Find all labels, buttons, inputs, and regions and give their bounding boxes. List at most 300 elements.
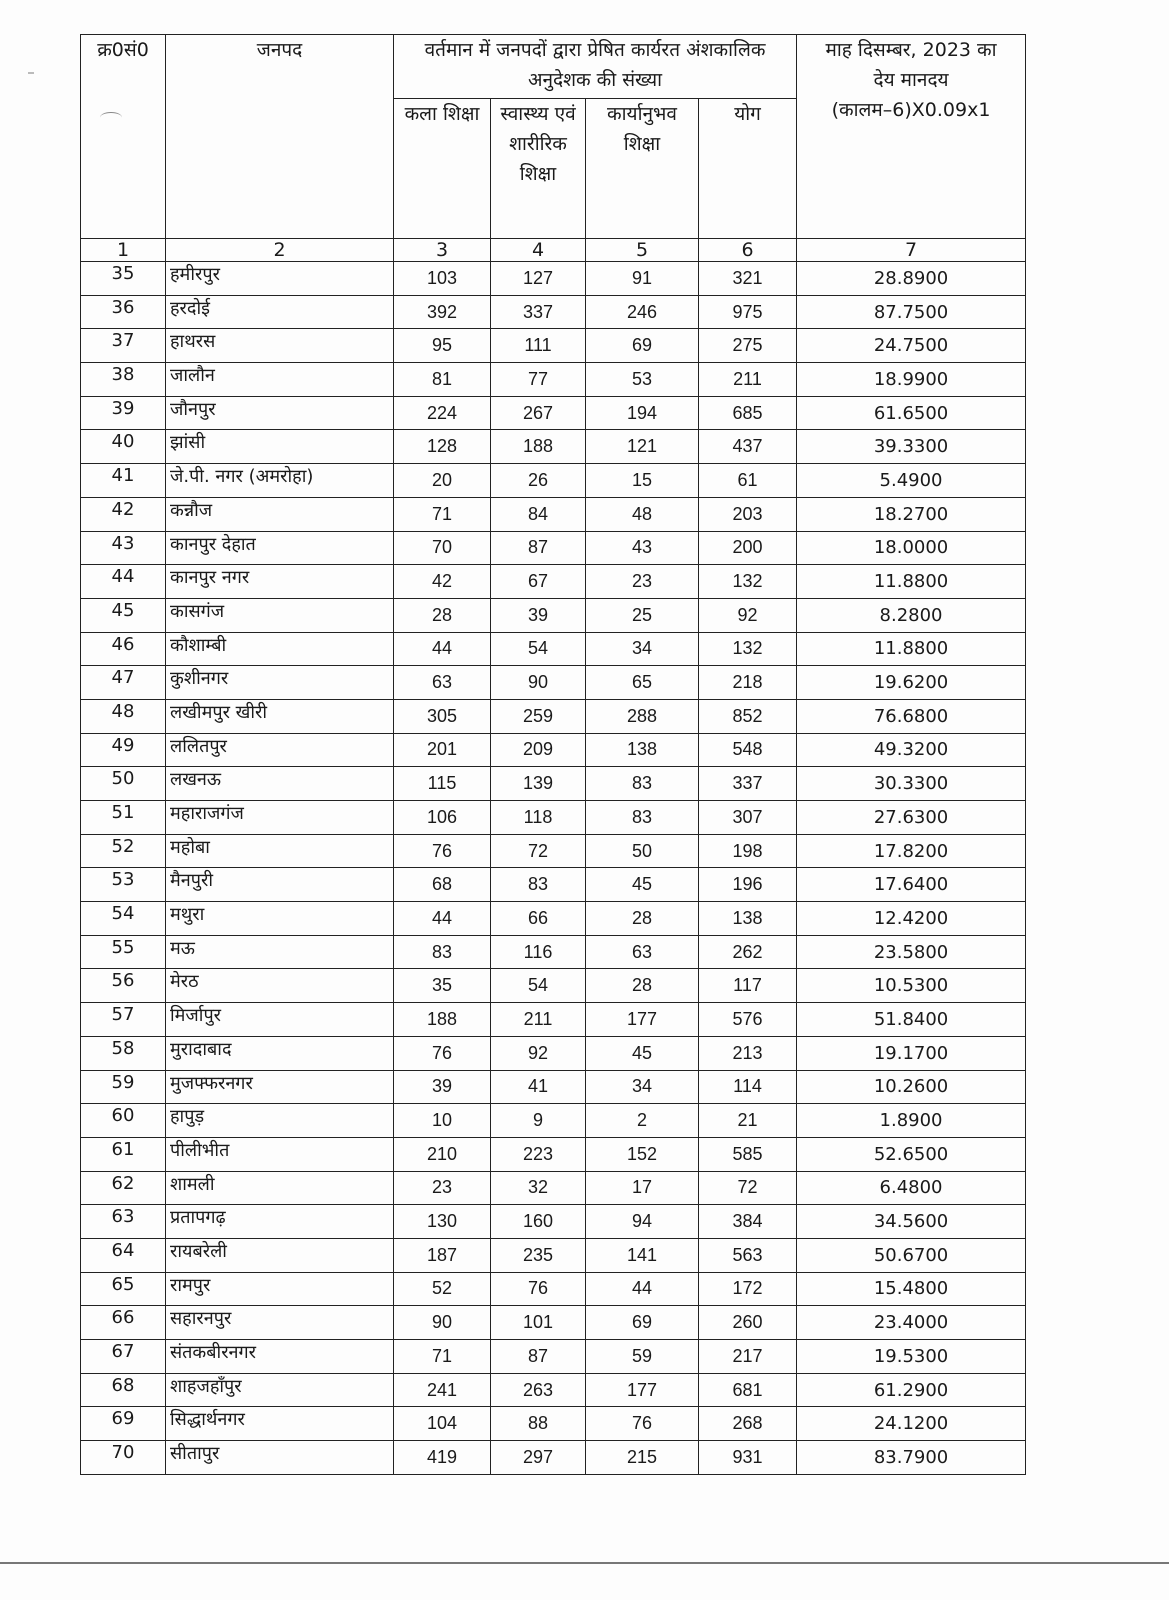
art-education-count-cell: 188	[394, 1003, 491, 1037]
art-education-count-cell: 103	[394, 262, 491, 296]
health-education-count-cell: 54	[491, 969, 586, 1003]
district-name-cell: मऊ	[166, 935, 394, 969]
work-experience-count-cell: 177	[586, 1373, 699, 1407]
serial-number-cell: 56	[81, 969, 166, 1003]
art-education-count-cell: 224	[394, 396, 491, 430]
work-experience-count-cell: 45	[586, 1036, 699, 1070]
art-education-count-cell: 28	[394, 598, 491, 632]
honorarium-amount-cell: 76.6800	[797, 699, 1026, 733]
work-experience-count-cell: 28	[586, 902, 699, 936]
serial-number-cell: 59	[81, 1070, 166, 1104]
page-bottom-edge	[0, 1562, 1169, 1564]
honorarium-amount-cell: 19.5300	[797, 1340, 1026, 1374]
serial-number-cell: 51	[81, 801, 166, 835]
table-row	[81, 1070, 1026, 1104]
art-education-count-cell: 104	[394, 1407, 491, 1441]
work-experience-count-cell: 34	[586, 1070, 699, 1104]
serial-number-cell: 47	[81, 666, 166, 700]
serial-number-cell: 58	[81, 1036, 166, 1070]
district-name-cell: हमीरपुर	[166, 262, 394, 296]
table-row	[81, 632, 1026, 666]
table-row	[81, 1036, 1026, 1070]
serial-number-cell: 52	[81, 834, 166, 868]
work-experience-count-cell: 215	[586, 1441, 699, 1475]
serial-number-cell: 43	[81, 531, 166, 565]
serial-number-cell: 63	[81, 1205, 166, 1239]
work-experience-count-cell: 194	[586, 396, 699, 430]
total-count-cell: 21	[699, 1104, 797, 1138]
honorarium-amount-cell: 11.8800	[797, 565, 1026, 599]
health-education-count-cell: 235	[491, 1238, 586, 1272]
header-work-experience-education: कार्यानुभव शिक्षा	[586, 99, 699, 239]
district-name-cell: सिद्धार्थनगर	[166, 1407, 394, 1441]
district-name-cell: जे.पी. नगर (अमरोहा)	[166, 464, 394, 498]
total-count-cell: 117	[699, 969, 797, 1003]
health-education-count-cell: 32	[491, 1171, 586, 1205]
serial-number-cell: 60	[81, 1104, 166, 1138]
total-count-cell: 307	[699, 801, 797, 835]
serial-number-cell: 69	[81, 1407, 166, 1441]
art-education-count-cell: 35	[394, 969, 491, 1003]
district-name-cell: कौशाम्बी	[166, 632, 394, 666]
total-count-cell: 321	[699, 262, 797, 296]
health-education-count-cell: 87	[491, 1340, 586, 1374]
scan-speck	[28, 72, 34, 74]
health-education-count-cell: 87	[491, 531, 586, 565]
table-row	[81, 1441, 1026, 1475]
work-experience-count-cell: 48	[586, 497, 699, 531]
honorarium-amount-cell: 49.3200	[797, 733, 1026, 767]
district-name-cell: कन्नौज	[166, 497, 394, 531]
art-education-count-cell: 20	[394, 464, 491, 498]
total-count-cell: 337	[699, 767, 797, 801]
art-education-count-cell: 70	[394, 531, 491, 565]
health-education-count-cell: 111	[491, 329, 586, 363]
art-education-count-cell: 95	[394, 329, 491, 363]
work-experience-count-cell: 34	[586, 632, 699, 666]
work-experience-count-cell: 69	[586, 329, 699, 363]
work-experience-count-cell: 44	[586, 1272, 699, 1306]
honorarium-amount-cell: 15.4800	[797, 1272, 1026, 1306]
art-education-count-cell: 187	[394, 1238, 491, 1272]
total-count-cell: 196	[699, 868, 797, 902]
column-number-row	[81, 239, 1026, 262]
art-education-count-cell: 305	[394, 699, 491, 733]
work-experience-count-cell: 76	[586, 1407, 699, 1441]
total-count-cell: 203	[699, 497, 797, 531]
honorarium-amount-cell: 5.4900	[797, 464, 1026, 498]
serial-number-cell: 37	[81, 329, 166, 363]
work-experience-count-cell: 15	[586, 464, 699, 498]
health-education-count-cell: 267	[491, 396, 586, 430]
serial-number-cell: 41	[81, 464, 166, 498]
table-row	[81, 396, 1026, 430]
district-name-cell: कासगंज	[166, 598, 394, 632]
table-row	[81, 1171, 1026, 1205]
art-education-count-cell: 106	[394, 801, 491, 835]
honorarium-amount-cell: 17.8200	[797, 834, 1026, 868]
honorarium-amount-cell: 18.0000	[797, 531, 1026, 565]
district-name-cell: पीलीभीत	[166, 1137, 394, 1171]
column-number: 4	[491, 239, 586, 262]
district-name-cell: संतकबीरनगर	[166, 1340, 394, 1374]
health-education-count-cell: 76	[491, 1272, 586, 1306]
serial-number-cell: 66	[81, 1306, 166, 1340]
work-experience-count-cell: 59	[586, 1340, 699, 1374]
total-count-cell: 275	[699, 329, 797, 363]
health-education-count-cell: 116	[491, 935, 586, 969]
column-number: 2	[166, 239, 394, 262]
honorarium-amount-cell: 61.2900	[797, 1373, 1026, 1407]
table-row	[81, 1407, 1026, 1441]
total-count-cell: 198	[699, 834, 797, 868]
column-number: 1	[81, 239, 166, 262]
art-education-count-cell: 419	[394, 1441, 491, 1475]
table-row	[81, 935, 1026, 969]
header-serial-number: क्र0सं0	[81, 35, 166, 239]
art-education-count-cell: 44	[394, 632, 491, 666]
health-education-count-cell: 54	[491, 632, 586, 666]
honorarium-amount-cell: 12.4200	[797, 902, 1026, 936]
district-name-cell: शाहजहाँपुर	[166, 1373, 394, 1407]
honorarium-amount-cell: 83.7900	[797, 1441, 1026, 1475]
table-row	[81, 1340, 1026, 1374]
honorarium-amount-cell: 24.1200	[797, 1407, 1026, 1441]
work-experience-count-cell: 50	[586, 834, 699, 868]
serial-number-cell: 35	[81, 262, 166, 296]
health-education-count-cell: 139	[491, 767, 586, 801]
honorarium-amount-cell: 19.1700	[797, 1036, 1026, 1070]
art-education-count-cell: 210	[394, 1137, 491, 1171]
art-education-count-cell: 128	[394, 430, 491, 464]
art-education-count-cell: 115	[394, 767, 491, 801]
total-count-cell: 138	[699, 902, 797, 936]
health-education-count-cell: 26	[491, 464, 586, 498]
serial-number-cell: 44	[81, 565, 166, 599]
health-education-count-cell: 209	[491, 733, 586, 767]
serial-number-cell: 53	[81, 868, 166, 902]
health-education-count-cell: 101	[491, 1306, 586, 1340]
table-row	[81, 430, 1026, 464]
district-name-cell: रामपुर	[166, 1272, 394, 1306]
work-experience-count-cell: 121	[586, 430, 699, 464]
header-district: जनपद	[166, 35, 394, 239]
district-name-cell: जौनपुर	[166, 396, 394, 430]
art-education-count-cell: 241	[394, 1373, 491, 1407]
serial-number-cell: 62	[81, 1171, 166, 1205]
district-name-cell: मिर्जापुर	[166, 1003, 394, 1037]
total-count-cell: 437	[699, 430, 797, 464]
table-header	[81, 35, 1026, 239]
column-number: 3	[394, 239, 491, 262]
total-count-cell: 685	[699, 396, 797, 430]
honorarium-amount-cell: 23.5800	[797, 935, 1026, 969]
table-row	[81, 733, 1026, 767]
art-education-count-cell: 68	[394, 868, 491, 902]
work-experience-count-cell: 63	[586, 935, 699, 969]
art-education-count-cell: 201	[394, 733, 491, 767]
district-name-cell: मुरादाबाद	[166, 1036, 394, 1070]
table-row	[81, 329, 1026, 363]
art-education-count-cell: 42	[394, 565, 491, 599]
serial-number-cell: 39	[81, 396, 166, 430]
district-name-cell: मथुरा	[166, 902, 394, 936]
district-name-cell: हापुड़	[166, 1104, 394, 1138]
district-name-cell: सहारनपुर	[166, 1306, 394, 1340]
work-experience-count-cell: 83	[586, 801, 699, 835]
total-count-cell: 132	[699, 632, 797, 666]
column-number: 6	[699, 239, 797, 262]
serial-number-cell: 50	[81, 767, 166, 801]
table-row	[81, 868, 1026, 902]
health-education-count-cell: 188	[491, 430, 586, 464]
honorarium-amount-cell: 87.7500	[797, 295, 1026, 329]
total-count-cell: 548	[699, 733, 797, 767]
honorarium-amount-cell: 18.2700	[797, 497, 1026, 531]
table-row	[81, 1272, 1026, 1306]
serial-number-cell: 55	[81, 935, 166, 969]
honorarium-amount-cell: 51.8400	[797, 1003, 1026, 1037]
table-row	[81, 1104, 1026, 1138]
honorarium-amount-cell: 24.7500	[797, 329, 1026, 363]
scan-mark	[100, 112, 122, 123]
table-row	[81, 699, 1026, 733]
art-education-count-cell: 52	[394, 1272, 491, 1306]
health-education-count-cell: 72	[491, 834, 586, 868]
table-row	[81, 497, 1026, 531]
honorarium-amount-cell: 19.6200	[797, 666, 1026, 700]
work-experience-count-cell: 288	[586, 699, 699, 733]
total-count-cell: 262	[699, 935, 797, 969]
total-count-cell: 213	[699, 1036, 797, 1070]
total-count-cell: 576	[699, 1003, 797, 1037]
health-education-count-cell: 263	[491, 1373, 586, 1407]
health-education-count-cell: 9	[491, 1104, 586, 1138]
district-name-cell: रायबरेली	[166, 1238, 394, 1272]
honorarium-amount-cell: 10.5300	[797, 969, 1026, 1003]
honorarium-amount-cell: 18.9900	[797, 363, 1026, 397]
work-experience-count-cell: 65	[586, 666, 699, 700]
total-count-cell: 384	[699, 1205, 797, 1239]
total-count-cell: 211	[699, 363, 797, 397]
honorarium-amount-cell: 1.8900	[797, 1104, 1026, 1138]
work-experience-count-cell: 141	[586, 1238, 699, 1272]
header-instructor-count-group: वर्तमान में जनपदों द्वारा प्रेषित कार्यरत अंशकालिक अनुदेशक की संख्या	[394, 35, 797, 99]
art-education-count-cell: 81	[394, 363, 491, 397]
art-education-count-cell: 10	[394, 1104, 491, 1138]
work-experience-count-cell: 152	[586, 1137, 699, 1171]
honorarium-amount-cell: 28.8900	[797, 262, 1026, 296]
work-experience-count-cell: 138	[586, 733, 699, 767]
table-row	[81, 969, 1026, 1003]
table-row	[81, 801, 1026, 835]
health-education-count-cell: 66	[491, 902, 586, 936]
health-education-count-cell: 84	[491, 497, 586, 531]
art-education-count-cell: 44	[394, 902, 491, 936]
art-education-count-cell: 71	[394, 497, 491, 531]
health-education-count-cell: 297	[491, 1441, 586, 1475]
total-count-cell: 681	[699, 1373, 797, 1407]
header-honorarium: माह दिसम्बर, 2023 का देय मानदय (कालम–6)X0.09x1	[797, 35, 1026, 239]
total-count-cell: 931	[699, 1441, 797, 1475]
health-education-count-cell: 259	[491, 699, 586, 733]
health-education-count-cell: 127	[491, 262, 586, 296]
honorarium-amount-cell: 10.2600	[797, 1070, 1026, 1104]
header-health-physical-education: स्वास्थ्य एवं शारीरिक शिक्षा	[491, 99, 586, 239]
serial-number-cell: 36	[81, 295, 166, 329]
health-education-count-cell: 90	[491, 666, 586, 700]
work-experience-count-cell: 69	[586, 1306, 699, 1340]
serial-number-cell: 42	[81, 497, 166, 531]
work-experience-count-cell: 25	[586, 598, 699, 632]
serial-number-cell: 40	[81, 430, 166, 464]
header-total: योग	[699, 99, 797, 239]
total-count-cell: 585	[699, 1137, 797, 1171]
table-row	[81, 834, 1026, 868]
health-education-count-cell: 211	[491, 1003, 586, 1037]
health-education-count-cell: 77	[491, 363, 586, 397]
health-education-count-cell: 337	[491, 295, 586, 329]
serial-number-cell: 64	[81, 1238, 166, 1272]
district-name-cell: महाराजगंज	[166, 801, 394, 835]
art-education-count-cell: 130	[394, 1205, 491, 1239]
table-row	[81, 1137, 1026, 1171]
work-experience-count-cell: 53	[586, 363, 699, 397]
health-education-count-cell: 88	[491, 1407, 586, 1441]
work-experience-count-cell: 43	[586, 531, 699, 565]
health-education-count-cell: 92	[491, 1036, 586, 1070]
honorarium-amount-cell: 34.5600	[797, 1205, 1026, 1239]
district-name-cell: हरदोई	[166, 295, 394, 329]
art-education-count-cell: 83	[394, 935, 491, 969]
table-row	[81, 1205, 1026, 1239]
table-row	[81, 666, 1026, 700]
work-experience-count-cell: 177	[586, 1003, 699, 1037]
total-count-cell: 172	[699, 1272, 797, 1306]
work-experience-count-cell: 23	[586, 565, 699, 599]
table-row	[81, 598, 1026, 632]
district-name-cell: जालौन	[166, 363, 394, 397]
health-education-count-cell: 41	[491, 1070, 586, 1104]
district-name-cell: ललितपुर	[166, 733, 394, 767]
table-body	[81, 239, 1026, 1475]
district-name-cell: लखीमपुर खीरी	[166, 699, 394, 733]
table-row	[81, 1003, 1026, 1037]
health-education-count-cell: 160	[491, 1205, 586, 1239]
total-count-cell: 217	[699, 1340, 797, 1374]
total-count-cell: 975	[699, 295, 797, 329]
art-education-count-cell: 392	[394, 295, 491, 329]
work-experience-count-cell: 94	[586, 1205, 699, 1239]
district-name-cell: लखनऊ	[166, 767, 394, 801]
art-education-count-cell: 63	[394, 666, 491, 700]
serial-number-cell: 38	[81, 363, 166, 397]
work-experience-count-cell: 2	[586, 1104, 699, 1138]
health-education-count-cell: 118	[491, 801, 586, 835]
honorarium-amount-cell: 27.6300	[797, 801, 1026, 835]
district-name-cell: कानपुर नगर	[166, 565, 394, 599]
instructor-honorarium-table	[80, 34, 1026, 1475]
work-experience-count-cell: 45	[586, 868, 699, 902]
table-row	[81, 295, 1026, 329]
total-count-cell: 200	[699, 531, 797, 565]
table-row	[81, 565, 1026, 599]
total-count-cell: 61	[699, 464, 797, 498]
total-count-cell: 132	[699, 565, 797, 599]
work-experience-count-cell: 28	[586, 969, 699, 1003]
district-name-cell: कानपुर देहात	[166, 531, 394, 565]
table-row	[81, 1238, 1026, 1272]
district-name-cell: झांसी	[166, 430, 394, 464]
district-name-cell: कुशीनगर	[166, 666, 394, 700]
honorarium-amount-cell: 17.6400	[797, 868, 1026, 902]
total-count-cell: 72	[699, 1171, 797, 1205]
art-education-count-cell: 76	[394, 834, 491, 868]
art-education-count-cell: 90	[394, 1306, 491, 1340]
honorarium-amount-cell: 52.6500	[797, 1137, 1026, 1171]
district-name-cell: शामली	[166, 1171, 394, 1205]
art-education-count-cell: 39	[394, 1070, 491, 1104]
work-experience-count-cell: 91	[586, 262, 699, 296]
total-count-cell: 563	[699, 1238, 797, 1272]
serial-number-cell: 65	[81, 1272, 166, 1306]
district-name-cell: महोबा	[166, 834, 394, 868]
serial-number-cell: 48	[81, 699, 166, 733]
honorarium-amount-cell: 23.4000	[797, 1306, 1026, 1340]
column-number: 7	[797, 239, 1026, 262]
health-education-count-cell: 223	[491, 1137, 586, 1171]
honorarium-amount-cell: 30.3300	[797, 767, 1026, 801]
district-name-cell: सीतापुर	[166, 1441, 394, 1475]
serial-number-cell: 57	[81, 1003, 166, 1037]
table-row	[81, 902, 1026, 936]
serial-number-cell: 70	[81, 1441, 166, 1475]
district-name-cell: मैनपुरी	[166, 868, 394, 902]
table-row	[81, 1373, 1026, 1407]
honorarium-amount-cell: 50.6700	[797, 1238, 1026, 1272]
district-name-cell: हाथरस	[166, 329, 394, 363]
table-row	[81, 464, 1026, 498]
table-row	[81, 1306, 1026, 1340]
district-name-cell: मेरठ	[166, 969, 394, 1003]
art-education-count-cell: 23	[394, 1171, 491, 1205]
art-education-count-cell: 76	[394, 1036, 491, 1070]
total-count-cell: 114	[699, 1070, 797, 1104]
serial-number-cell: 61	[81, 1137, 166, 1171]
honorarium-amount-cell: 11.8800	[797, 632, 1026, 666]
serial-number-cell: 49	[81, 733, 166, 767]
header-art-education: कला शिक्षा	[394, 99, 491, 239]
total-count-cell: 218	[699, 666, 797, 700]
serial-number-cell: 67	[81, 1340, 166, 1374]
table-row	[81, 262, 1026, 296]
honorarium-amount-cell: 61.6500	[797, 396, 1026, 430]
total-count-cell: 92	[699, 598, 797, 632]
total-count-cell: 852	[699, 699, 797, 733]
table-row	[81, 363, 1026, 397]
health-education-count-cell: 39	[491, 598, 586, 632]
serial-number-cell: 46	[81, 632, 166, 666]
work-experience-count-cell: 246	[586, 295, 699, 329]
serial-number-cell: 68	[81, 1373, 166, 1407]
honorarium-amount-cell: 39.3300	[797, 430, 1026, 464]
total-count-cell: 268	[699, 1407, 797, 1441]
district-name-cell: प्रतापगढ़	[166, 1205, 394, 1239]
health-education-count-cell: 67	[491, 565, 586, 599]
honorarium-amount-cell: 6.4800	[797, 1171, 1026, 1205]
honorarium-amount-cell: 8.2800	[797, 598, 1026, 632]
health-education-count-cell: 83	[491, 868, 586, 902]
